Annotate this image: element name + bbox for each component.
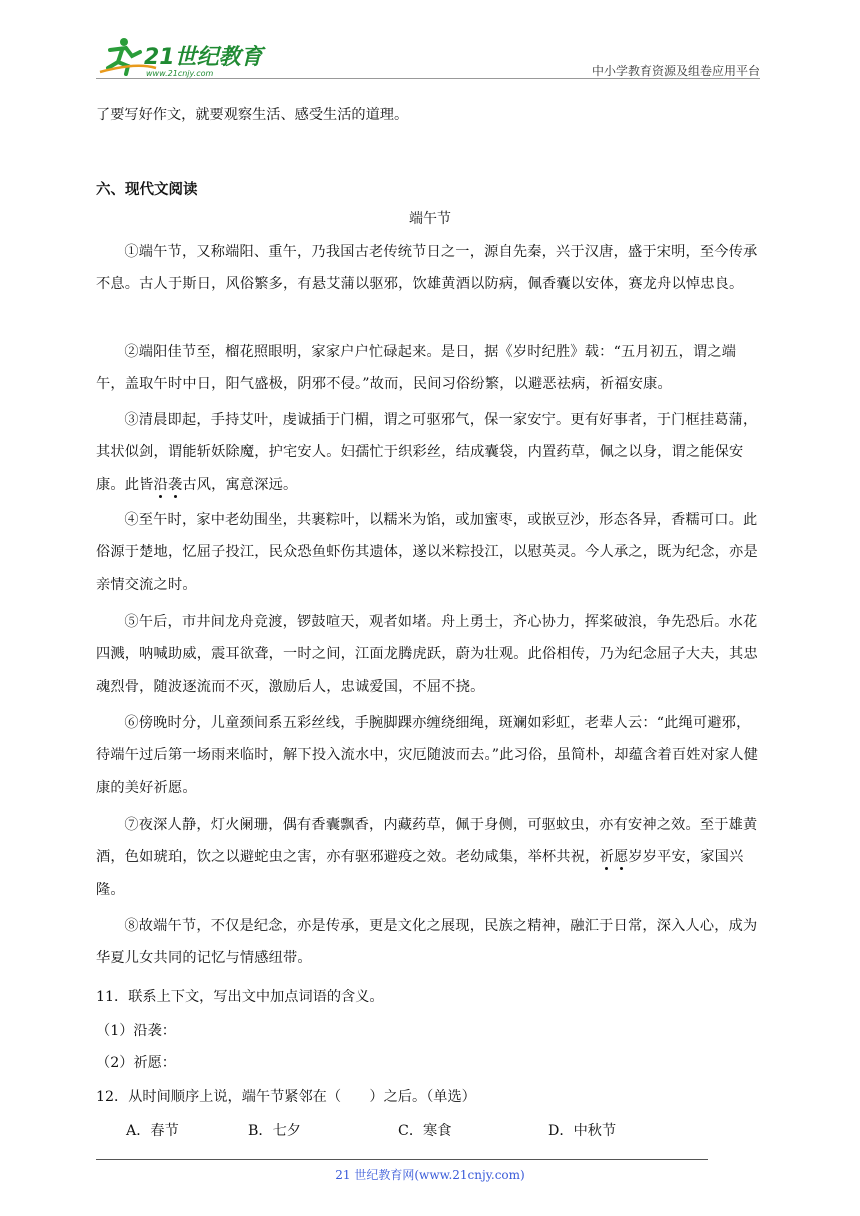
- paragraph-6: ⑥傍晚时分，儿童颈间系五彩丝线，手腕脚踝亦缠绕细绳，斑斓如彩虹，老辈人云：“此绳可避邪，待端午过后第一场雨来临时，解下投入流水中，灾厄随波而去。”此习俗，虽简朴，却蕴含着百姓对家人健康的美好祈愿。: [96, 715, 759, 796]
- paragraph-5: ⑤午后，市井间龙舟竞渡，锣鼓喧天，观者如堵。舟上勇士，齐心协力，挥桨破浪，争先恐后。水花四溅，呐喊助威，震耳欲聋，一时之间，江面龙腾虎跃，蔚为壮观。此俗相传，乃为纪念屈子大夫，其忠魂烈骨，随波逐流而不灭，激励后人，忠诚爱国，不屈不挠。: [96, 614, 758, 695]
- paragraph-3: [96, 404, 764, 501]
- paragraph-3-text-a: ③清晨即起，手持艾叶，虔诚插于门楣，谓之可驱邪气，保一家安宁。更有好事者，于门框挂葛蒲，其状似剑，谓能斩妖除魔，护宅安人。妇孺忙于织彩丝，结成囊袋，内置药草，佩之以身，谓之能保安康。此皆: [96, 412, 758, 493]
- question-12: 12．从时间顺序上说，端午节紧邻在（ ）之后。（单选）: [96, 1089, 476, 1105]
- question-11-part-2: （2）祈愿：: [96, 1055, 176, 1071]
- dotted-char-qi: 祈: [599, 849, 614, 866]
- option-b: B．七夕: [248, 1123, 301, 1139]
- question-11-part-1: （1）沿袭：: [96, 1023, 176, 1039]
- option-c: C．寒食: [398, 1123, 452, 1139]
- article-title: 端午节: [409, 211, 451, 227]
- platform-label: 中小学教育资源及组卷应用平台: [591, 64, 760, 78]
- logo-runner-icon: [96, 34, 266, 78]
- section-title: 六、现代文阅读: [96, 182, 198, 198]
- dotted-char-yan: 沿: [153, 476, 168, 493]
- paragraph-2: ②端阳佳节至，榴花照眼明，家家户户忙碌起来。是日，据《岁时纪胜》载：“五月初五，谓之端午，盖取午时中日，阳气盛极，阴邪不侵。”故而，民间习俗纷繁，以避恶祛病，祈福安康。: [96, 344, 737, 393]
- logo: [96, 34, 266, 78]
- paragraph-7: [96, 809, 764, 906]
- paragraph-4: ④至午时，家中老幼围坐，共裹粽叶，以糯米为馅，或加蜜枣，或嵌豆沙，形态各异，香糯可口。此俗源于楚地，忆屈子投江，民众恐鱼虾伤其遗体，遂以米粽投江，以慰英灵。今人承之，既为纪念，亦是亲情交流之时。: [96, 512, 758, 593]
- header-divider: [96, 78, 760, 79]
- page-header: [96, 34, 760, 82]
- option-d: D．中秋节: [548, 1123, 617, 1139]
- option-a: A．春节: [126, 1123, 179, 1139]
- paragraph-1: ①端午节，又称端阳、重午，乃我国古老传统节日之一，源自先秦，兴于汉唐，盛于宋明，至今传承不息。古人于斯日，风俗繁多，有悬艾蒲以驱邪，饮雄黄酒以防病，佩香囊以安体，赛龙舟以悼忠良。: [96, 244, 758, 293]
- logo-text: 21世纪教育: [144, 45, 263, 70]
- logo-url: www.21cnjy.com: [146, 69, 214, 78]
- intro-line: 了要写好作文，就要观察生活、感受生活的道理。: [96, 107, 409, 123]
- dotted-char-xi: 袭: [167, 476, 183, 493]
- paragraph-7-text-b: 岁岁平安，家国兴隆。: [96, 849, 744, 898]
- footer-divider: [96, 1159, 708, 1160]
- paragraph-7-text-a: ⑦夜深人静，灯火阑珊，偶有香囊飘香，内藏药草，佩于身侧，可驱蚊虫，亦有安神之效。至于雄黄酒，色如琥珀，饮之以避蛇虫之害，亦有驱邪避疫之效。老幼咸集，举杯共祝，: [96, 817, 758, 866]
- paragraph-8: ⑧故端午节，不仅是纪念，亦是传承，更是文化之展现，民族之精神，融汇于日常，深入人心，成为华夏儿女共同的记忆与情感纽带。: [96, 918, 758, 967]
- question-11: 11．联系上下文，写出文中加点词语的含义。: [96, 989, 384, 1005]
- dotted-char-yuan: 愿: [613, 849, 629, 866]
- footer-text: 21 世纪教育网(www.21cnjy.com): [335, 1168, 525, 1182]
- paragraph-3-text-b: 古风，寓意深远。: [182, 476, 298, 493]
